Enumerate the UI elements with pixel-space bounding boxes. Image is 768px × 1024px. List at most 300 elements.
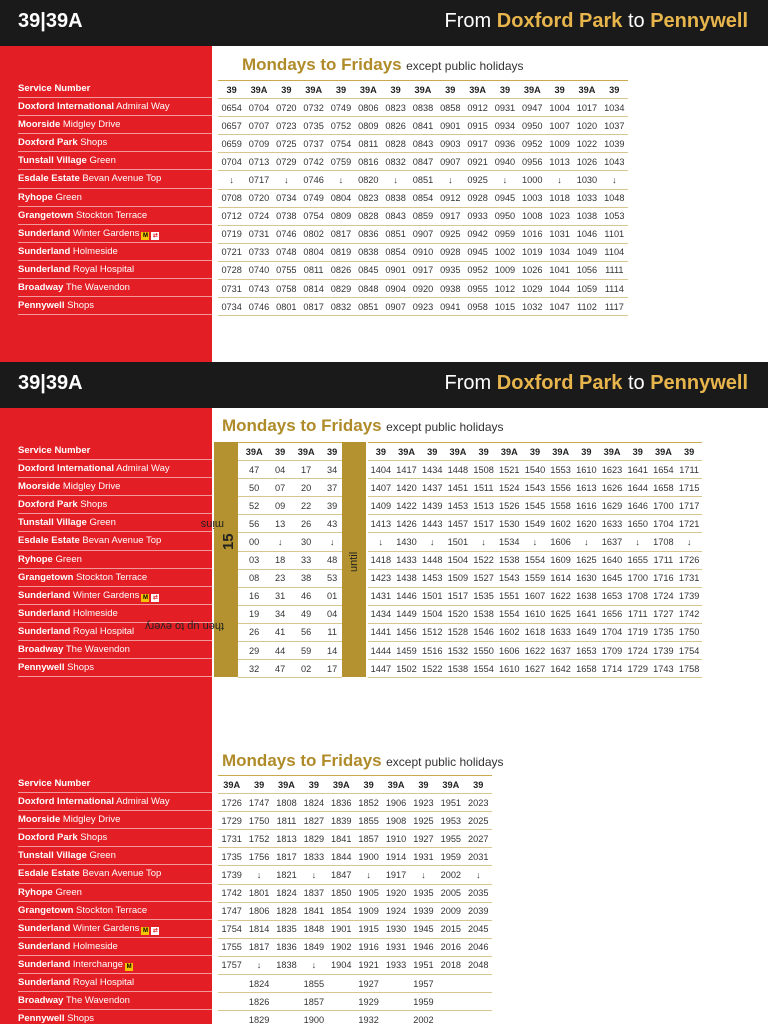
departure-time-cell: 1955 [437,830,464,848]
departure-time-cell: 1653 [599,587,625,605]
departure-time-cell: 2002 [437,866,464,884]
departure-time-cell: 1610 [574,461,600,479]
departure-time-cell [218,1011,245,1024]
departure-time-cell: 41 [270,623,290,641]
departure-time-cell: ↓ [245,956,272,974]
time-row [218,207,628,225]
departure-time-cell: 1905 [355,884,382,902]
departure-time-cell: 00 [238,533,270,551]
departure-time-cell: 0952 [519,135,546,153]
departure-time-cell: 0935 [437,261,464,279]
timetable-header [0,0,768,46]
departure-time-cell: 1754 [676,642,702,660]
departure-time-cell: 1528 [445,623,471,641]
departure-time-cell: 1909 [355,902,382,920]
departure-time-cell [465,993,492,1011]
departure-time-cell: 1508 [471,461,497,479]
departure-time-cell: ↓ [245,866,272,884]
stop-name: Ryhope Green [18,189,212,207]
departure-time-cell: 0734 [273,189,300,207]
departure-time-cell: 1824 [245,975,272,993]
departure-time-cell [218,975,245,993]
departure-time-cell: 0859 [409,207,436,225]
departure-time-cell: 1448 [419,551,445,569]
departure-time-cell: 0938 [437,280,464,298]
time-row [238,642,342,660]
departure-time-cell: 1824 [273,884,300,902]
departure-time-cell: 1715 [676,479,702,497]
departure-time-cell: ↓ [300,956,327,974]
service-number-cell: 39A [496,443,522,461]
departure-time-cell: 1003 [519,189,546,207]
departure-time-cell: 0809 [355,117,382,135]
departure-time-cell [437,993,464,1011]
departure-time-cell: 47 [270,660,290,678]
departure-time-cell: 0847 [409,153,436,171]
departure-time-cell: 1538 [496,551,522,569]
departure-time-cell: 0843 [409,135,436,153]
departure-time-cell: 0742 [300,153,327,171]
departure-time-cell: 43 [322,515,342,533]
departure-time-cell: 1930 [382,920,409,938]
departure-time-cell: 34 [270,605,290,623]
stop-name: Doxford Park Shops [18,496,212,514]
departure-time-cell: 0907 [382,298,409,316]
departure-time-cell: 1724 [651,587,677,605]
stop-list [18,775,212,1024]
departure-time-cell: 1917 [382,866,409,884]
service-number-label: Service Number [18,80,212,98]
departure-time-cell: 2023 [465,794,492,812]
timetable-grid [238,442,342,678]
departure-time-cell: 1717 [676,497,702,515]
departure-time-cell: 1439 [419,497,445,515]
departure-time-cell: 1443 [419,515,445,533]
departure-time-cell: 0748 [273,243,300,261]
departure-time-cell: 2045 [465,920,492,938]
time-row [218,848,492,866]
departure-time-cell: 23 [270,569,290,587]
rail-icon: ⇄ [152,232,158,239]
departure-time-cell: 0921 [464,153,491,171]
departure-time-cell: 1726 [676,551,702,569]
departure-time-cell: 1735 [218,848,245,866]
departure-time-cell: 1654 [651,461,677,479]
departure-time-cell: 1857 [300,993,327,1011]
departure-time-cell: 1625 [574,551,600,569]
departure-time-cell: 1459 [394,642,420,660]
departure-time-cell: 30 [290,533,322,551]
time-row [218,866,492,884]
time-row [218,920,492,938]
departure-time-cell: 2046 [465,938,492,956]
departure-time-cell: 0947 [519,99,546,117]
departure-time-cell: 1522 [471,551,497,569]
departure-time-cell: 44 [270,642,290,660]
time-row [218,280,628,298]
stop-name: Doxford International Admiral Way [18,98,212,116]
departure-time-cell: 38 [290,569,322,587]
departure-time-cell: 1708 [625,587,651,605]
departure-time-cell: 0920 [409,280,436,298]
departure-time-cell: 1559 [522,569,548,587]
timetable-header [0,362,768,408]
departure-time-cell: 1847 [328,866,355,884]
departure-time-cell: 56 [238,515,270,533]
time-row [238,497,342,515]
departure-time-cell: 1622 [548,587,574,605]
departure-time-cell: 1111 [601,261,628,279]
departure-time-cell: 1933 [382,956,409,974]
departure-time-cell: 1855 [300,975,327,993]
departure-time-cell: 1849 [300,938,327,956]
departure-time-cell: 1953 [437,812,464,830]
departure-time-cell: 1013 [546,153,573,171]
departure-time-cell: 1431 [368,587,394,605]
departure-time-cell: 1642 [548,660,574,678]
departure-time-cell: 1857 [355,830,382,848]
rail-icon: ⇄ [152,927,158,934]
departure-time-cell: 1850 [328,884,355,902]
departure-time-cell: 1916 [355,938,382,956]
departure-time-cell: 1613 [574,479,600,497]
time-row [238,515,342,533]
departure-time-cell: 0832 [327,298,354,316]
service-number-cell: 39 [355,776,382,794]
departure-time-cell: 1921 [355,956,382,974]
time-row [368,642,702,660]
stop-name: Tunstall Village Green [18,152,212,170]
departure-time-cell: 1852 [355,794,382,812]
departure-time-cell: 1630 [574,569,600,587]
departure-time-cell: ↓ [676,533,702,551]
departure-time-cell: 1927 [410,830,437,848]
stop-name: Pennywell Shops [18,1010,212,1024]
departure-time-cell: 0907 [437,153,464,171]
departure-time-cell: 1756 [245,848,272,866]
time-row [238,569,342,587]
service-number-cell: 39 [245,776,272,794]
departure-time-cell: 0731 [218,280,245,298]
departure-time-cell: 1441 [368,623,394,641]
departure-time-cell: 1602 [496,623,522,641]
departure-time-cell [273,993,300,1011]
departure-time-cell: 0712 [218,207,245,225]
departure-time-cell: 1821 [273,866,300,884]
departure-time-cell: 0923 [409,298,436,316]
departure-time-cell: 1556 [548,479,574,497]
service-number-cell: 39A [300,81,327,99]
departure-time-cell: 1037 [601,117,628,135]
departure-time-cell: 0804 [300,243,327,261]
stop-name: Sunderland Winter Gardens M ⇄ [18,225,212,243]
departure-time-cell: 2027 [465,830,492,848]
time-row [238,660,342,678]
departure-time-cell: 0704 [245,99,272,117]
departure-time-cell: 0717 [245,171,272,189]
departure-time-cell: 0934 [491,117,518,135]
departure-time-cell: 0917 [464,135,491,153]
departure-time-cell [273,1011,300,1024]
departure-time-cell: 50 [238,479,270,497]
time-row [238,605,342,623]
departure-time-cell: ↓ [382,171,409,189]
departure-time-cell: 1554 [471,660,497,678]
departure-time-cell: 0925 [464,171,491,189]
departure-time-cell [465,975,492,993]
departure-time-cell: 1925 [410,812,437,830]
departure-time-cell: 0809 [327,207,354,225]
departure-time-cell: ↓ [522,533,548,551]
departure-time-cell: 1038 [573,207,600,225]
departure-time-cell: 0709 [245,135,272,153]
departure-time-cell: 1622 [522,642,548,660]
departure-time-cell: 0746 [300,171,327,189]
departure-time-cell: 1752 [245,830,272,848]
departure-time-cell: 1456 [394,623,420,641]
stop-name: Sunderland Winter Gardens M ⇄ [18,587,212,605]
departure-time-cell: 1946 [410,938,437,956]
departure-time-cell: 1417 [394,461,420,479]
departure-time-cell: 1739 [676,587,702,605]
departure-time-cell: 0845 [355,261,382,279]
departure-time-cell: 0912 [437,189,464,207]
departure-time-cell: 1522 [419,660,445,678]
departure-time-cell: 1729 [218,812,245,830]
departure-time-cell: ↓ [437,171,464,189]
stop-name: Ryhope Green [18,884,212,902]
departure-time-cell: 0907 [409,225,436,243]
departure-time-cell: 1059 [573,280,600,298]
departure-time-cell: 1620 [574,515,600,533]
metro-icon: M [126,963,132,970]
departure-time-cell: 0950 [491,207,518,225]
departure-time-cell: 1015 [491,298,518,316]
departure-time-cell: 0817 [300,298,327,316]
departure-time-cell: 1430 [394,533,420,551]
departure-time-cell: 1434 [368,605,394,623]
time-row [368,479,702,497]
service-number-cell: 39 [368,443,394,461]
departure-time-cell: 1644 [625,479,651,497]
departure-time-cell: 1959 [437,848,464,866]
departure-time-cell: 1447 [368,660,394,678]
departure-time-cell: 2009 [437,902,464,920]
departure-time-cell: 1827 [300,812,327,830]
departure-time-cell: 0917 [437,207,464,225]
departure-time-cell: 1625 [548,605,574,623]
time-row [238,551,342,569]
time-row [368,461,702,479]
departure-time-cell: 1929 [355,993,382,1011]
departure-time-cell: 1046 [573,225,600,243]
service-number-cell: 39 [491,81,518,99]
departure-time-cell: 59 [290,642,322,660]
departure-time-cell: 1554 [496,605,522,623]
time-row [368,533,702,551]
departure-time-cell [273,975,300,993]
departure-time-cell: 1836 [273,938,300,956]
departure-time-cell: 1511 [471,479,497,497]
departure-time-cell: 1841 [328,830,355,848]
departure-time-cell: 1841 [300,902,327,920]
departure-time-cell: 0901 [437,117,464,135]
stop-name: Sunderland Interchange M [18,956,212,974]
metro-icon: M [142,232,148,239]
departure-time-cell: 0848 [355,280,382,298]
departure-time-cell: 1833 [300,848,327,866]
departure-time-cell: 1655 [625,551,651,569]
departure-time-cell: 20 [290,479,322,497]
departure-time-cell: 1502 [394,660,420,678]
departure-time-cell: 2031 [465,848,492,866]
service-number-cell: 39A [464,81,491,99]
departure-time-cell: 0933 [464,207,491,225]
time-row [218,884,492,902]
departure-time-cell: 52 [238,497,270,515]
departure-time-cell: 1633 [599,515,625,533]
service-number-cell: 39A [573,81,600,99]
stop-name: Sunderland Holmeside [18,938,212,956]
departure-time-cell: 1048 [601,189,628,207]
departure-time-cell [382,1011,409,1024]
frequency-text: then up to every 15 mins [145,518,237,632]
departure-time-cell: 1020 [573,117,600,135]
departure-time-cell [465,1011,492,1024]
departure-time-cell: 1653 [574,642,600,660]
departure-time-cell: 1521 [496,461,522,479]
departure-time-cell: 1813 [273,830,300,848]
departure-time-cell: 04 [322,605,342,623]
departure-time-cell: 1607 [522,587,548,605]
time-row [368,551,702,569]
departure-time-cell: 1755 [218,938,245,956]
departure-time-cell: 0755 [273,261,300,279]
departure-time-cell: 0838 [355,243,382,261]
departure-time-cell: 2015 [437,920,464,938]
time-row [218,99,628,117]
departure-time-cell: 1742 [218,884,245,902]
departure-time-cell: 0816 [355,153,382,171]
service-number-label: Service Number [18,775,212,793]
departure-time-cell: 1449 [394,605,420,623]
departure-time-cell: 08 [238,569,270,587]
departure-time-cell: 34 [322,461,342,479]
departure-time-cell: 0956 [519,153,546,171]
departure-time-cell: 1530 [496,515,522,533]
departure-time-cell: 1044 [546,280,573,298]
departure-time-cell: 1945 [410,920,437,938]
departure-time-cell: 1031 [546,225,573,243]
time-row [218,975,492,993]
departure-time-cell: 1731 [218,830,245,848]
departure-time-cell: 19 [238,605,270,623]
departure-time-cell: 1453 [445,497,471,515]
departure-time-cell: 0719 [218,225,245,243]
departure-time-cell: 1034 [546,243,573,261]
service-number-cell: 39 [327,81,354,99]
service-number-cell: 39A [238,443,270,461]
departure-time-cell: 0704 [218,153,245,171]
departure-time-cell: 01 [322,587,342,605]
time-row [238,623,342,641]
departure-time-cell: ↓ [368,533,394,551]
departure-time-cell: 1626 [599,479,625,497]
departure-time-cell: 1935 [410,884,437,902]
departure-time-cell: 1641 [574,605,600,623]
departure-time-cell: 1009 [491,261,518,279]
departure-time-cell: 1924 [382,902,409,920]
departure-time-cell: 22 [290,497,322,515]
departure-time-cell: 1543 [496,569,522,587]
departure-time-cell: 1844 [328,848,355,866]
departure-time-cell: 1004 [546,99,573,117]
service-number-row [218,776,492,794]
departure-time-cell: 1026 [573,153,600,171]
departure-time-cell: 1931 [410,848,437,866]
stop-name: Broadway The Wavendon [18,279,212,297]
departure-time-cell: 0826 [382,117,409,135]
departure-time-cell: 0731 [245,225,272,243]
service-number-row [218,81,628,99]
departure-time-cell: 0828 [382,135,409,153]
departure-time-cell: 0952 [464,261,491,279]
departure-time-cell: 31 [270,587,290,605]
stop-name: Doxford International Admiral Way [18,460,212,478]
departure-time-cell: 37 [322,479,342,497]
time-row [218,298,628,316]
departure-time-cell: 0735 [300,117,327,135]
departure-time-cell: ↓ [491,171,518,189]
departure-time-cell: 0903 [437,135,464,153]
departure-time-cell: 1743 [651,660,677,678]
departure-time-cell: 1535 [471,587,497,605]
stop-name: Sunderland Holmeside [18,605,212,623]
departure-time-cell: 1418 [368,551,394,569]
departure-time-cell: 26 [238,623,270,641]
service-number-cell: 39A [245,81,272,99]
departure-time-cell: 1616 [574,497,600,515]
departure-time-cell: 1007 [546,117,573,135]
route-number: 39|39A [18,372,83,394]
departure-time-cell: 1609 [548,551,574,569]
departure-time-cell: 0732 [300,99,327,117]
departure-time-cell: 1437 [419,479,445,497]
service-number-cell: 39A [394,443,420,461]
departure-time-cell: 1711 [651,551,677,569]
service-number-cell: 39 [273,81,300,99]
time-row [218,117,628,135]
departure-time-cell: ↓ [546,171,573,189]
departure-time-cell: 1808 [273,794,300,812]
departure-time-cell: 1041 [546,261,573,279]
departure-time-cell: 39 [322,497,342,515]
departure-time-cell: 1551 [496,587,522,605]
departure-time-cell: 0912 [464,99,491,117]
departure-time-cell: 1908 [382,812,409,830]
stop-name: Esdale Estate Bevan Avenue Top [18,865,212,883]
departure-time-cell: 1719 [625,623,651,641]
departure-time-cell: 1854 [328,902,355,920]
metro-icon: M [142,927,148,934]
time-row [218,956,492,974]
time-row [368,623,702,641]
departure-time-cell: 1729 [625,660,651,678]
departure-time-cell: 1610 [522,605,548,623]
departure-time-cell: 0707 [245,117,272,135]
time-row [238,533,342,551]
departure-time-cell: 02 [290,660,322,678]
